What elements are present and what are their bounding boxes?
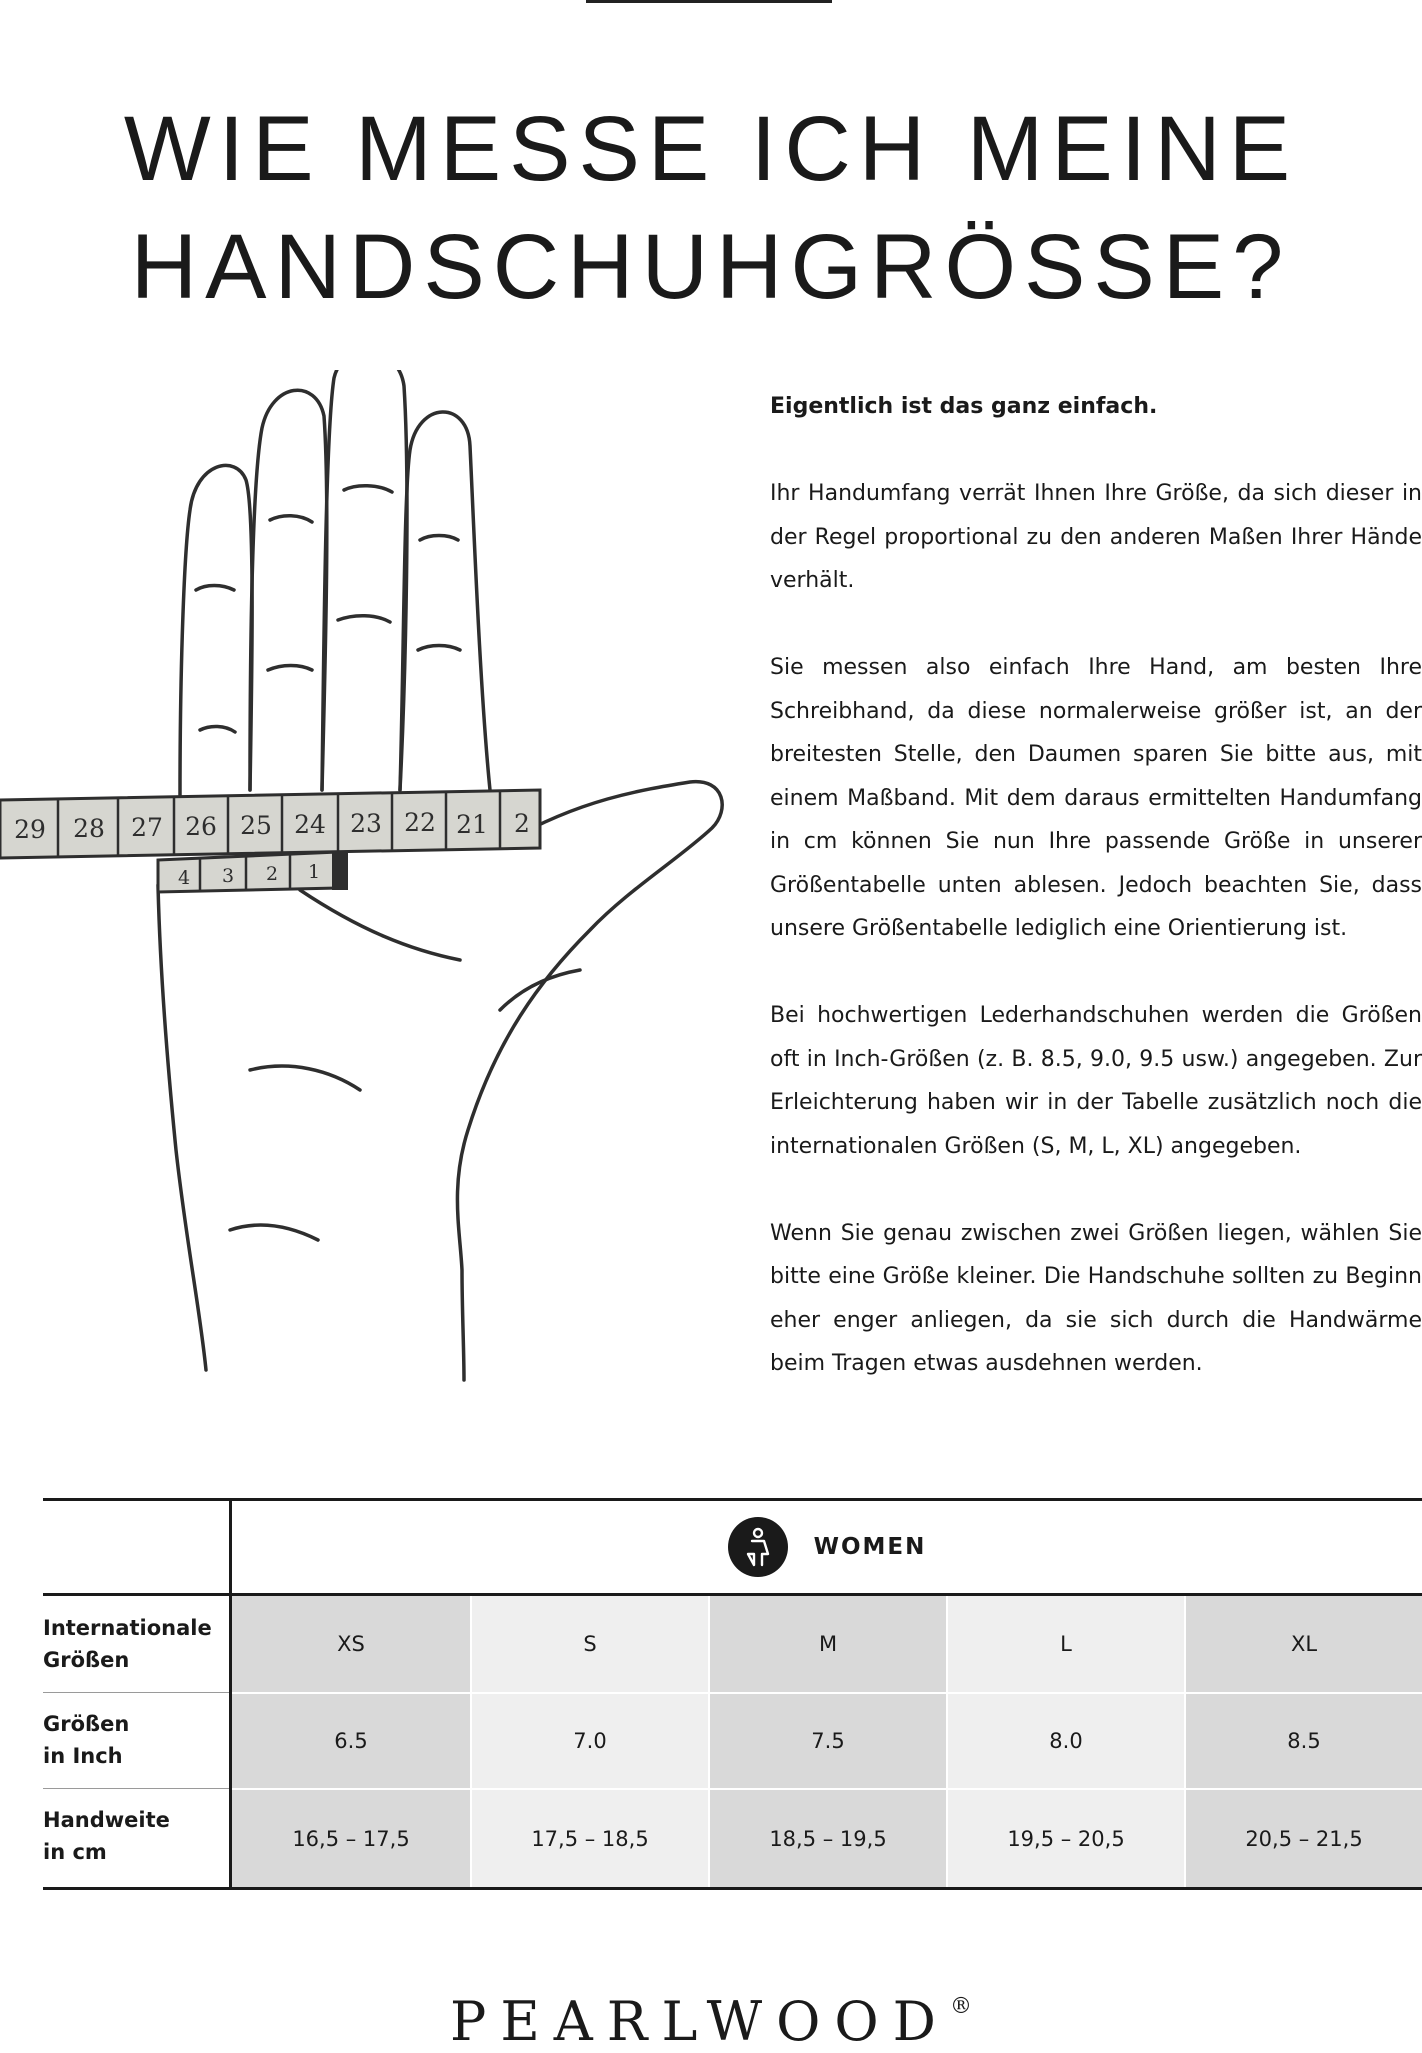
row-separator — [43, 1788, 229, 1789]
tape-number: 2 — [514, 809, 530, 838]
table-header-women — [232, 1501, 1422, 1593]
cm-cell: 16,5 – 17,5 — [232, 1788, 470, 1887]
tape-number: 29 — [14, 815, 46, 844]
size-table — [43, 1498, 1422, 1890]
tape-number: 3 — [221, 865, 235, 887]
ring-finger-outline — [250, 390, 327, 790]
thumb-outline — [457, 782, 722, 1380]
tape-number: 4 — [177, 867, 191, 889]
tape-number: 1 — [307, 861, 321, 883]
row-label-line: in Inch — [43, 1744, 123, 1768]
woman-icon — [728, 1517, 788, 1577]
inch-cell: 8.0 — [946, 1692, 1184, 1788]
tape-number: 28 — [73, 814, 105, 843]
top-decorative-rule — [586, 0, 832, 3]
palm-outline — [158, 885, 206, 1370]
tape-number: 25 — [240, 811, 272, 840]
row-label-inch — [43, 1692, 229, 1788]
tape-number: 23 — [350, 809, 382, 838]
inch-cell: 6.5 — [232, 1692, 470, 1788]
table-header-label: WOMEN — [813, 1534, 927, 1560]
inch-cell: 8.5 — [1184, 1692, 1422, 1788]
brand-logo — [0, 1990, 1422, 2053]
paragraph: Wenn Sie genau zwischen zwei Größen liegen, wählen Sie bitte eine Größe kleiner. Die Handschuhe sollten zu Beginn eher enger anliegen, da sie sich durch die Handwärme beim Tragen etwas ausdehnen werden. — [770, 1220, 1422, 1376]
tape-number: 26 — [185, 812, 217, 841]
page-title-line-1: WIE MESSE ICH MEINE — [123, 98, 1299, 200]
brand-name: PEARLWOOD — [450, 1990, 950, 2053]
row-label-international — [43, 1596, 229, 1692]
row-separator — [43, 1692, 229, 1693]
cm-cell: 18,5 – 19,5 — [708, 1788, 946, 1887]
tape-number: 2 — [265, 863, 279, 885]
index-finger-outline — [400, 412, 490, 790]
page-title — [0, 90, 1422, 326]
table-bottom-rule — [43, 1887, 1422, 1890]
inch-cell: 7.5 — [708, 1692, 946, 1788]
row-label-line: Handweite — [43, 1808, 170, 1832]
row-label-cm — [43, 1788, 229, 1884]
tape-number: 27 — [131, 813, 163, 842]
tape-number: 21 — [456, 810, 488, 839]
table-header-rule — [43, 1593, 1422, 1596]
inch-cell: 7.0 — [470, 1692, 708, 1788]
row-label-line: in cm — [43, 1840, 107, 1864]
tape-number: 24 — [294, 810, 326, 839]
size-cell-xs: XS — [232, 1596, 470, 1692]
middle-finger-outline — [322, 370, 407, 790]
table-top-rule — [43, 1498, 1422, 1501]
row-label-line: Größen — [43, 1648, 130, 1672]
cm-cell: 20,5 – 21,5 — [1184, 1788, 1422, 1887]
size-cell-l: L — [946, 1596, 1184, 1692]
size-cell-s: S — [470, 1596, 708, 1692]
hand-measuring-illustration — [0, 370, 740, 1390]
page-title-line-2: HANDSCHUHGRÖSSE? — [130, 216, 1292, 318]
size-cell-xl: XL — [1184, 1596, 1422, 1692]
little-finger-outline — [180, 465, 252, 795]
cm-cell: 19,5 – 20,5 — [946, 1788, 1184, 1887]
row-label-line: Internationale — [43, 1616, 212, 1640]
size-cell-m: M — [708, 1596, 946, 1692]
paragraph: Bei hochwertigen Lederhandschuhen werden die Größen oft in Inch-Größen (z. B. 8.5, 9.0, 9.5 usw.) angegeben. Zur Erleichterung haben wir in der Tabelle zusätzlich noch die internationalen Größen (S, M, L, XL) angegeben. — [770, 1003, 1422, 1159]
paragraph: Sie messen also einfach Ihre Hand, am besten Ihre Schreibhand, da diese normalerweise größer ist, an der breitesten Stelle, den Daumen sparen Sie bitte aus, mit einem Maßband. Mit dem daraus ermittelten Handumfang in cm können Sie nun Ihre passende Größe in unserer Größentabelle unten ablesen. Jedoch beachten Sie, dass unsere Größentabelle lediglich eine Orientierung ist. — [770, 655, 1422, 941]
cm-cell: 17,5 – 18,5 — [470, 1788, 708, 1887]
tape-number: 22 — [404, 808, 436, 837]
lead-sentence: Eigentlich ist das ganz einfach. — [770, 394, 1158, 419]
instructions-text — [770, 385, 1422, 1386]
registered-mark: ® — [949, 1994, 972, 2019]
row-label-line: Größen — [43, 1712, 130, 1736]
paragraph: Ihr Handumfang verrät Ihnen Ihre Größe, da sich dieser in der Regel proportional zu den anderen Maßen Ihrer Hände verhält. — [770, 481, 1422, 593]
table-label-divider — [229, 1498, 232, 1890]
